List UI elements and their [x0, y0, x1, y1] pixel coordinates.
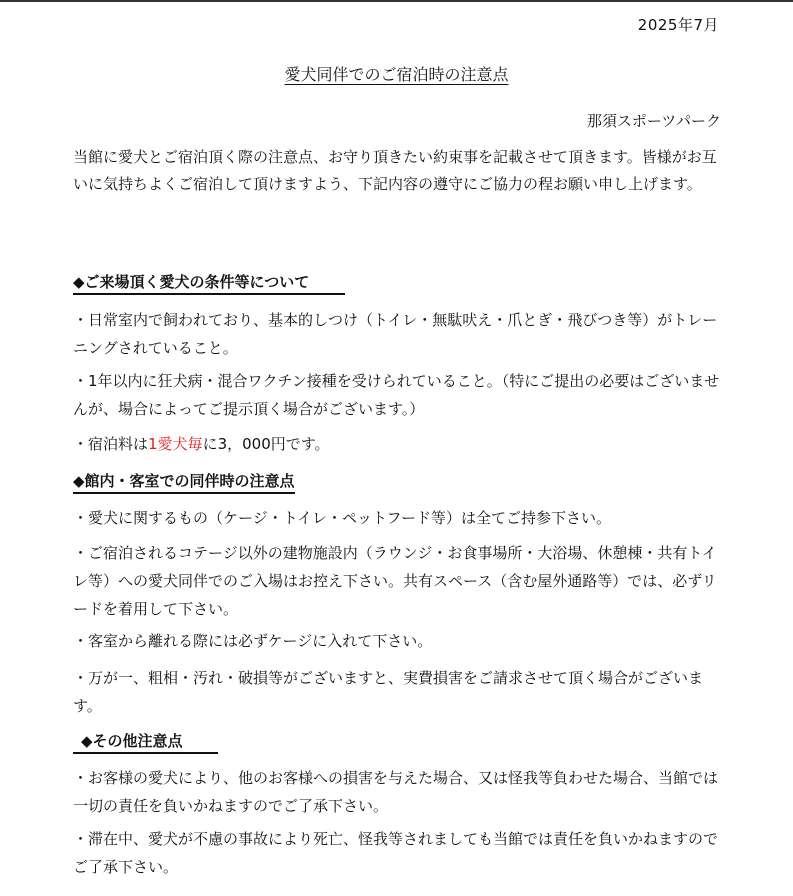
- fee-highlight: 1愛犬毎: [148, 435, 203, 453]
- document-title-text: 愛犬同伴でのご宿泊時の注意点: [284, 65, 509, 84]
- list-item: ・1年以内に狂犬病・混合ワクチン接種を受けられていること。（特にご提出の必要はございませんが、場合によってご提示頂く場合がございます。）: [73, 372, 720, 418]
- section-heading-in-facility: ◆館内・客室での同伴時の注意点: [73, 471, 295, 494]
- list-item: ・お客様の愛犬により、他のお客様への損害を与えた場合、又は怪我等負わせた場合、当館では一切の責任を負いかねますのでご了承下さい。: [73, 769, 719, 815]
- list-item: ・ご宿泊されるコテージ以外の建物施設内（ラウンジ・お食事場所・大浴場、休憩棟・共有トイレ等）への愛犬同伴でのご入場はお控え下さい。共有スペース（含む屋外通路等）では、必ずリードを着用して下さい。: [73, 544, 717, 618]
- list-item: ・滞在中、愛犬が不慮の事故により死亡、怪我等されましても当館では責任を負いかねますのでご了承下さい。: [73, 830, 719, 876]
- fee-item: [73, 430, 723, 458]
- intro-paragraph: 当館に愛犬とご宿泊頂く際の注意点、お守り頂きたい約束事を記載させて頂きます。皆様がお互いに気持ちよくご宿泊して頂けますよう、下記内容の遵守にご協力の程お願い申し上げます。: [73, 148, 717, 193]
- list-item: ・万が一、粗相・汚れ・破損等がございますと、実費損害をご請求させて頂く場合がございます。: [73, 669, 704, 715]
- list-item: ・愛犬に関するもの（ケージ・トイレ・ペットフード等）は全てご持参下さい。: [73, 509, 612, 527]
- section-heading-dog-conditions: ◆ご来場頂く愛犬の条件等について: [73, 272, 345, 295]
- document-title: [0, 62, 793, 85]
- fee-suffix: に3，000円です。: [202, 435, 330, 453]
- organization-name: 那須スポーツパーク: [586, 112, 721, 130]
- fee-prefix: ・宿泊料は: [73, 435, 149, 453]
- list-item: ・日常室内で飼われており、基本的しつけ（トイレ・無駄吠え・爪とぎ・飛びつき等）がトレーニングされていること。: [73, 311, 718, 357]
- top-border: [0, 0, 793, 2]
- document-date: 2025年7月: [637, 16, 719, 34]
- section-heading-other-notes: ◆その他注意点: [73, 731, 218, 754]
- list-item: ・客室から離れる際には必ずケージに入れて下さい。: [73, 632, 433, 650]
